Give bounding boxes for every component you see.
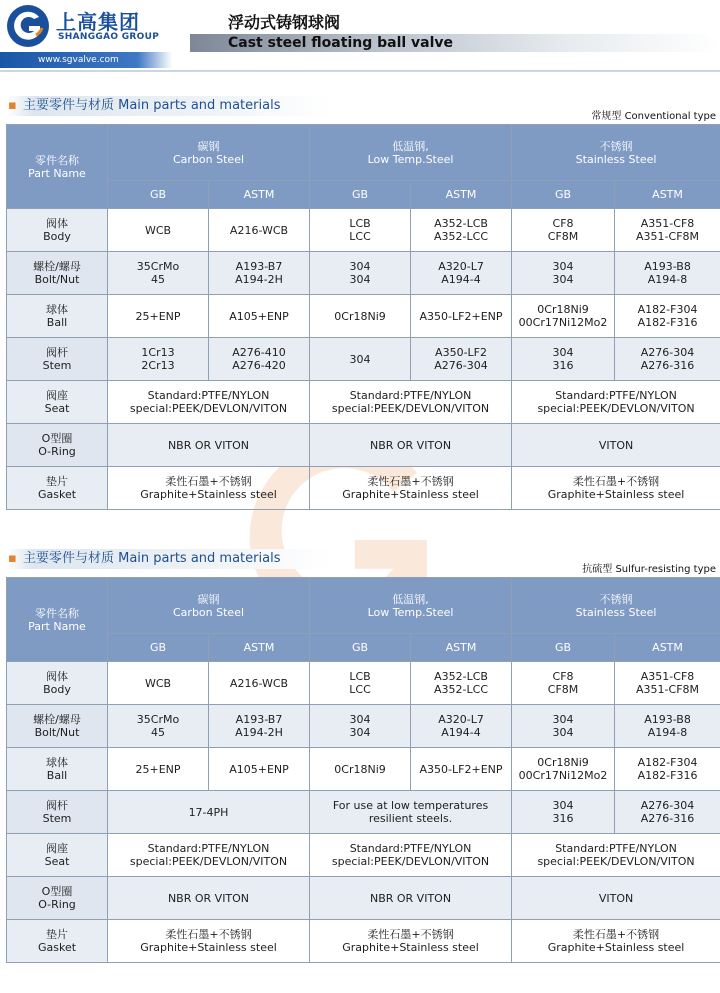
table-cell: WCB bbox=[108, 662, 209, 705]
cell-text-line: Graphite+Stainless steel bbox=[140, 941, 277, 954]
section-type-label: 常规型 Conventional type bbox=[591, 111, 716, 122]
table-cell bbox=[512, 920, 720, 963]
part-name-cell bbox=[7, 834, 108, 877]
cell-text-line: Gasket bbox=[37, 941, 77, 954]
header-part-name bbox=[7, 578, 108, 662]
table-cell: 304 bbox=[310, 338, 411, 381]
table-row-gasket bbox=[7, 920, 720, 963]
table-row-ball bbox=[7, 748, 720, 791]
table-cell bbox=[615, 791, 720, 834]
table-cell bbox=[615, 252, 720, 295]
logo-text-cn: 上高集团 bbox=[56, 10, 140, 34]
table-cell bbox=[512, 209, 615, 252]
header-carbon-steel bbox=[108, 125, 310, 181]
table-cell bbox=[310, 920, 512, 963]
cell-text-line: O-Ring bbox=[38, 445, 76, 458]
cell-text-line: 304 bbox=[349, 273, 371, 286]
part-name-cell bbox=[7, 338, 108, 381]
cell-text-line: 316 bbox=[552, 359, 574, 372]
cell-text-line: Body bbox=[43, 683, 71, 696]
table-cell: A216-WCB bbox=[209, 209, 310, 252]
table-cell bbox=[108, 252, 209, 295]
section-title-cn: 主要零件与材质 bbox=[22, 98, 114, 113]
table-cell bbox=[108, 381, 310, 424]
cell-text-line: 低温钢, bbox=[392, 139, 429, 153]
section-title-en: Main parts and materials bbox=[118, 98, 281, 113]
table-cell bbox=[310, 705, 411, 748]
cell-text-line: A194-4 bbox=[441, 726, 481, 739]
cell-text-line: LCC bbox=[349, 683, 371, 696]
table-cell bbox=[615, 705, 720, 748]
cell-text-line: 304 bbox=[552, 799, 574, 812]
subheader-gb: GB bbox=[310, 181, 411, 209]
cell-text-line: 柔性石墨+不锈钢 bbox=[165, 475, 252, 488]
cell-text-line: Standard:PTFE/NYLON bbox=[147, 389, 270, 402]
cell-text-line: Gasket bbox=[37, 488, 77, 501]
cell-text-line: 柔性石墨+不锈钢 bbox=[572, 475, 660, 488]
cell-text-line: Seat bbox=[44, 402, 70, 415]
cell-text-line: A194-2H bbox=[235, 726, 283, 739]
table-row-body bbox=[7, 662, 720, 705]
cell-text-line: 阀体 bbox=[46, 670, 68, 683]
table-cell bbox=[108, 705, 209, 748]
cell-text-line: 35CrMo bbox=[136, 260, 180, 273]
cell-text-line: A194-2H bbox=[235, 273, 283, 286]
cell-text-line: A351-CF8M bbox=[636, 683, 700, 696]
cell-text-line: CF8M bbox=[547, 230, 579, 243]
table-cell bbox=[411, 662, 512, 705]
table-cell bbox=[209, 338, 310, 381]
table-cell bbox=[310, 662, 411, 705]
cell-text-line: 0Cr18Ni9 bbox=[537, 303, 589, 316]
cell-text-line: CF8 bbox=[552, 217, 574, 230]
cell-text-line: 阀座 bbox=[46, 842, 68, 855]
cell-text-line: Standard:PTFE/NYLON bbox=[349, 389, 472, 402]
table-cell bbox=[512, 338, 615, 381]
part-name-cell bbox=[7, 381, 108, 424]
cell-text-line: 0Cr18Ni9 bbox=[537, 756, 589, 769]
materials-table bbox=[6, 577, 720, 963]
subheader-astm: ASTM bbox=[411, 181, 512, 209]
cell-text-line: 304 bbox=[552, 713, 574, 726]
table-cell bbox=[512, 381, 720, 424]
table-cell: A350-LF2+ENP bbox=[411, 748, 512, 791]
table-header-row bbox=[7, 125, 720, 181]
cell-text-line: A351-CF8 bbox=[640, 217, 695, 230]
table-cell bbox=[512, 834, 720, 877]
cell-text-line: Graphite+Stainless steel bbox=[342, 941, 479, 954]
table-row-seat bbox=[7, 381, 720, 424]
cell-text-line: CF8M bbox=[547, 683, 579, 696]
part-name-cell bbox=[7, 252, 108, 295]
cell-text-line: O型圈 bbox=[41, 432, 73, 445]
table-cell bbox=[411, 252, 512, 295]
table-cell bbox=[411, 209, 512, 252]
page-title-en: Cast steel floating ball valve bbox=[228, 35, 454, 51]
table-cell: NBR OR VITON bbox=[108, 877, 310, 920]
page-title-cn: 浮动式铸钢球阀 bbox=[228, 13, 341, 32]
table-cell bbox=[209, 705, 310, 748]
table-cell: 0Cr18Ni9 bbox=[310, 748, 411, 791]
table-cell: 25+ENP bbox=[108, 295, 209, 338]
materials-section-sulfur-resisting bbox=[0, 549, 720, 969]
cell-text-line: special:PEEK/DEVLON/VITON bbox=[537, 855, 695, 868]
section-title-en: Main parts and materials bbox=[118, 551, 281, 566]
cell-text-line: 00Cr17Ni12Mo2 bbox=[518, 769, 608, 782]
cell-text-line: Stainless Steel bbox=[575, 605, 657, 619]
cell-text-line: 2Cr13 bbox=[141, 359, 175, 372]
part-name-cell bbox=[7, 467, 108, 510]
table-row-o-ring bbox=[7, 877, 720, 920]
cell-text-line: 304 bbox=[552, 346, 574, 359]
cell-text-line: special:PEEK/DEVLON/VITON bbox=[331, 855, 490, 868]
header-divider bbox=[0, 70, 720, 72]
cell-text-line: special:PEEK/DEVLON/VITON bbox=[331, 402, 490, 415]
cell-text-line: A194-4 bbox=[441, 273, 481, 286]
table-cell bbox=[512, 295, 615, 338]
cell-text-line: Seat bbox=[44, 855, 70, 868]
cell-text-line: LCB bbox=[349, 670, 371, 683]
cell-text-line: 不锈钢 bbox=[599, 139, 633, 153]
cell-text-line: A320-L7 bbox=[438, 260, 484, 273]
cell-text-line: Graphite+Stainless steel bbox=[547, 488, 685, 501]
section-title-cn: 主要零件与材质 bbox=[22, 551, 114, 566]
cell-text-line: CF8 bbox=[552, 670, 574, 683]
subheader-gb: GB bbox=[512, 181, 615, 209]
cell-text-line: 45 bbox=[151, 726, 165, 739]
table-row-bolt-nut bbox=[7, 252, 720, 295]
table-cell bbox=[512, 467, 720, 510]
part-name-cell bbox=[7, 877, 108, 920]
bullet-icon: ▪ bbox=[8, 98, 17, 113]
website-link[interactable]: www.sgvalve.com bbox=[38, 55, 119, 65]
part-name-cell bbox=[7, 748, 108, 791]
cell-text-line: Stainless Steel bbox=[575, 152, 657, 166]
cell-text-line: Graphite+Stainless steel bbox=[140, 488, 277, 501]
cell-text-line: Body bbox=[43, 230, 71, 243]
cell-text-line: Low Temp.Steel bbox=[367, 152, 454, 166]
table-row-stem bbox=[7, 338, 720, 381]
cell-text-line: 304 bbox=[349, 260, 371, 273]
subheader-gb: GB bbox=[108, 181, 209, 209]
cell-text-line: A350-LF2 bbox=[435, 346, 487, 359]
cell-text-line: Part Name bbox=[28, 166, 86, 180]
table-cell bbox=[615, 338, 720, 381]
subheader-gb: GB bbox=[108, 634, 209, 662]
cell-text-line: A182-F316 bbox=[637, 769, 698, 782]
cell-text-line: A352-LCB bbox=[434, 217, 488, 230]
cell-text-line: 柔性石墨+不锈钢 bbox=[572, 928, 660, 941]
cell-text-line: 1Cr13 bbox=[141, 346, 175, 359]
table-cell: A350-LF2+ENP bbox=[411, 295, 512, 338]
shanggao-logo-icon bbox=[6, 4, 50, 48]
part-name-cell bbox=[7, 424, 108, 467]
cell-text-line: 球体 bbox=[46, 303, 68, 316]
subheader-astm: ASTM bbox=[615, 634, 720, 662]
cell-text-line: 螺栓/螺母 bbox=[33, 260, 81, 273]
cell-text-line: A194-8 bbox=[647, 726, 688, 739]
cell-text-line: Standard:PTFE/NYLON bbox=[349, 842, 472, 855]
materials-table bbox=[6, 124, 720, 510]
cell-text-line: A276-420 bbox=[232, 359, 286, 372]
table-cell: NBR OR VITON bbox=[310, 424, 512, 467]
cell-text-line: A352-LCC bbox=[434, 230, 489, 243]
subheader-astm: ASTM bbox=[209, 181, 310, 209]
part-name-cell bbox=[7, 920, 108, 963]
cell-text-line: 柔性石墨+不锈钢 bbox=[367, 928, 454, 941]
cell-text-line: Low Temp.Steel bbox=[367, 605, 454, 619]
subheader-gb: GB bbox=[512, 634, 615, 662]
cell-text-line: resilient steels. bbox=[368, 812, 453, 825]
cell-text-line: special:PEEK/DEVLON/VITON bbox=[537, 402, 695, 415]
part-name-cell bbox=[7, 791, 108, 834]
table-cell bbox=[310, 381, 512, 424]
cell-text-line: A351-CF8M bbox=[636, 230, 700, 243]
table-cell bbox=[310, 252, 411, 295]
table-cell bbox=[411, 705, 512, 748]
cell-text-line: 阀杆 bbox=[46, 346, 68, 359]
cell-text-line: For use at low temperatures bbox=[332, 799, 489, 812]
cell-text-line: Part Name bbox=[28, 619, 86, 633]
cell-text-line: special:PEEK/DEVLON/VITON bbox=[129, 402, 288, 415]
table-cell: A105+ENP bbox=[209, 748, 310, 791]
table-cell: 25+ENP bbox=[108, 748, 209, 791]
table-cell: 17-4PH bbox=[108, 791, 310, 834]
cell-text-line: 45 bbox=[151, 273, 165, 286]
section-type-label: 抗硫型 Sulfur-resisting type bbox=[582, 564, 716, 575]
cell-text-line: A276-316 bbox=[640, 359, 695, 372]
table-cell: NBR OR VITON bbox=[108, 424, 310, 467]
cell-text-line: A276-304 bbox=[434, 359, 488, 372]
cell-text-line: A276-304 bbox=[640, 346, 695, 359]
table-row-bolt-nut bbox=[7, 705, 720, 748]
table-row-seat bbox=[7, 834, 720, 877]
cell-text-line: 球体 bbox=[46, 756, 68, 769]
cell-text-line: O型圈 bbox=[41, 885, 73, 898]
cell-text-line: 304 bbox=[552, 273, 574, 286]
table-cell bbox=[615, 662, 720, 705]
section-title bbox=[8, 96, 280, 116]
table-cell bbox=[615, 209, 720, 252]
table-cell bbox=[310, 834, 512, 877]
cell-text-line: A276-304 bbox=[640, 799, 695, 812]
cell-text-line: O-Ring bbox=[38, 898, 76, 911]
cell-text-line: A351-CF8 bbox=[640, 670, 695, 683]
cell-text-line: 碳钢 bbox=[197, 139, 220, 153]
header-part-name bbox=[7, 125, 108, 209]
cell-text-line: A193-B7 bbox=[235, 713, 283, 726]
header-low-temp-steel bbox=[310, 578, 512, 634]
part-name-cell bbox=[7, 295, 108, 338]
table-cell bbox=[411, 338, 512, 381]
table-cell bbox=[615, 748, 720, 791]
cell-text-line: Bolt/Nut bbox=[34, 273, 80, 286]
table-row-gasket bbox=[7, 467, 720, 510]
header-low-temp-steel bbox=[310, 125, 512, 181]
bullet-icon: ▪ bbox=[8, 551, 17, 566]
cell-text-line: LCB bbox=[349, 217, 371, 230]
header-carbon-steel bbox=[108, 578, 310, 634]
table-cell bbox=[615, 295, 720, 338]
table-row-body bbox=[7, 209, 720, 252]
cell-text-line: A276-316 bbox=[640, 812, 695, 825]
cell-text-line: 柔性石墨+不锈钢 bbox=[165, 928, 252, 941]
subheader-gb: GB bbox=[310, 634, 411, 662]
cell-text-line: Standard:PTFE/NYLON bbox=[555, 842, 677, 855]
table-cell bbox=[108, 920, 310, 963]
table-cell: A105+ENP bbox=[209, 295, 310, 338]
header-stainless-steel bbox=[512, 578, 720, 634]
table-row-ball bbox=[7, 295, 720, 338]
brand-logo[interactable] bbox=[6, 4, 186, 48]
table-cell bbox=[108, 834, 310, 877]
cell-text-line: 316 bbox=[552, 812, 574, 825]
table-cell bbox=[108, 338, 209, 381]
table-header-row bbox=[7, 578, 720, 634]
cell-text-line: Graphite+Stainless steel bbox=[342, 488, 479, 501]
cell-text-line: A193-B8 bbox=[644, 713, 691, 726]
header-stainless-steel bbox=[512, 125, 720, 181]
cell-text-line: 垫片 bbox=[46, 928, 68, 941]
cell-text-line: 柔性石墨+不锈钢 bbox=[367, 475, 454, 488]
cell-text-line: Carbon Steel bbox=[173, 152, 245, 166]
table-cell: VITON bbox=[512, 877, 720, 920]
table-cell: VITON bbox=[512, 424, 720, 467]
cell-text-line: 低温钢, bbox=[392, 592, 429, 606]
table-cell bbox=[108, 467, 310, 510]
cell-text-line: 35CrMo bbox=[136, 713, 180, 726]
cell-text-line: Standard:PTFE/NYLON bbox=[555, 389, 677, 402]
cell-text-line: Carbon Steel bbox=[173, 605, 245, 619]
materials-section-conventional bbox=[0, 96, 720, 516]
logo-text-en: SHANGGAO GROUP bbox=[58, 32, 160, 42]
cell-text-line: Standard:PTFE/NYLON bbox=[147, 842, 270, 855]
cell-text-line: 阀杆 bbox=[46, 799, 68, 812]
cell-text-line: A182-F316 bbox=[637, 316, 698, 329]
cell-text-line: LCC bbox=[349, 230, 371, 243]
table-cell: 0Cr18Ni9 bbox=[310, 295, 411, 338]
cell-text-line: 不锈钢 bbox=[599, 592, 633, 606]
table-cell bbox=[512, 252, 615, 295]
table-cell bbox=[512, 748, 615, 791]
table-cell bbox=[310, 209, 411, 252]
table-cell: NBR OR VITON bbox=[310, 877, 512, 920]
cell-text-line: 304 bbox=[552, 260, 574, 273]
cell-text-line: Ball bbox=[46, 316, 68, 329]
part-name-cell bbox=[7, 209, 108, 252]
part-name-cell bbox=[7, 705, 108, 748]
cell-text-line: 阀座 bbox=[46, 389, 68, 402]
cell-text-line: A352-LCB bbox=[434, 670, 488, 683]
cell-text-line: A194-8 bbox=[647, 273, 688, 286]
table-cell: WCB bbox=[108, 209, 209, 252]
cell-text-line: 阀体 bbox=[46, 217, 68, 230]
cell-text-line: A182-F304 bbox=[637, 756, 698, 769]
cell-text-line: Graphite+Stainless steel bbox=[547, 941, 685, 954]
cell-text-line: Stem bbox=[42, 359, 72, 372]
table-cell bbox=[512, 791, 615, 834]
cell-text-line: A352-LCC bbox=[434, 683, 489, 696]
table-row-o-ring bbox=[7, 424, 720, 467]
cell-text-line: A182-F304 bbox=[637, 303, 698, 316]
cell-text-line: A193-B7 bbox=[235, 260, 283, 273]
table-cell bbox=[310, 467, 512, 510]
cell-text-line: A320-L7 bbox=[438, 713, 484, 726]
table-cell bbox=[512, 662, 615, 705]
cell-text-line: 碳钢 bbox=[197, 592, 220, 606]
cell-text-line: 零件名称 bbox=[35, 606, 79, 620]
table-cell bbox=[512, 705, 615, 748]
cell-text-line: 螺栓/螺母 bbox=[33, 713, 81, 726]
cell-text-line: Stem bbox=[42, 812, 72, 825]
subheader-astm: ASTM bbox=[209, 634, 310, 662]
cell-text-line: A276-410 bbox=[232, 346, 286, 359]
cell-text-line: 00Cr17Ni12Mo2 bbox=[518, 316, 608, 329]
cell-text-line: 零件名称 bbox=[35, 153, 79, 167]
subheader-astm: ASTM bbox=[615, 181, 720, 209]
section-title bbox=[8, 549, 280, 569]
table-cell bbox=[209, 252, 310, 295]
cell-text-line: A193-B8 bbox=[644, 260, 691, 273]
table-cell bbox=[310, 791, 512, 834]
page-header bbox=[0, 0, 720, 72]
cell-text-line: 304 bbox=[552, 726, 574, 739]
subheader-astm: ASTM bbox=[411, 634, 512, 662]
cell-text-line: 304 bbox=[349, 713, 371, 726]
cell-text-line: special:PEEK/DEVLON/VITON bbox=[129, 855, 288, 868]
table-subheader-row bbox=[7, 634, 720, 662]
cell-text-line: Bolt/Nut bbox=[34, 726, 80, 739]
table-subheader-row bbox=[7, 181, 720, 209]
cell-text-line: 304 bbox=[349, 726, 371, 739]
table-cell: A216-WCB bbox=[209, 662, 310, 705]
part-name-cell bbox=[7, 662, 108, 705]
cell-text-line: 垫片 bbox=[46, 475, 68, 488]
table-row-stem bbox=[7, 791, 720, 834]
cell-text-line: Ball bbox=[46, 769, 68, 782]
